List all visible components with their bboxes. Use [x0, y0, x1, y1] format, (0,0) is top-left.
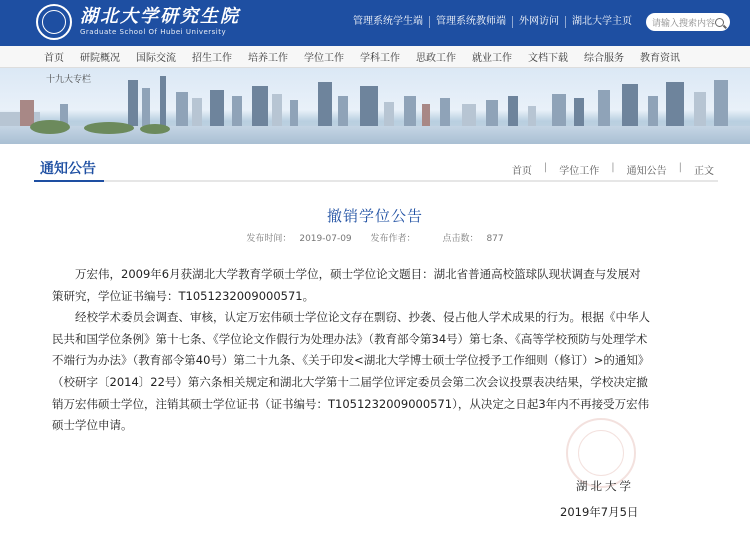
- nav-item-employment[interactable]: 就业工作: [472, 53, 512, 64]
- meta-author-label: 发布作者：: [370, 234, 416, 244]
- nav-item-home[interactable]: 首页: [44, 53, 64, 64]
- logo-subtitle: Graduate School Of Hubei University: [80, 28, 227, 36]
- university-seal-icon: [36, 4, 72, 40]
- top-link-external-access[interactable]: 外网访问: [513, 16, 566, 28]
- nav-item-political[interactable]: 思政工作: [416, 53, 456, 64]
- article-paragraph: 经校学术委员会调查、审核，认定万宏伟硕士学位论文存在剽窃、抄袭、侵占他人学术成果的行为。根据《中华人民共和国学位条例》第十七条、《学位论文作假行为处理办法》（教育部令第34号）第七条、《高等学校预防与处理学术不端行为办法》（教育部令第40号）第二十九条、《关于印发<湖北大学博士硕士学位授予工作细则（修订）>的通知》（校研字〔2014〕22号）第六条相关规定和湖北大学第十二届学位评定委员会第二次会议投票表决结果，学校决定撤销万宏伟硕士学位，注销其硕士学位证书（证书编号：T1051232009000571），从决定之日起3年内不再接受万宏伟硕士学位申请。: [52, 310, 650, 433]
- nav-item-services[interactable]: 综合服务: [584, 53, 624, 64]
- article-paragraph: 万宏伟，2009年6月获湖北大学教育学硕士学位，硕士学位论文题目：湖北省普通高校篮球队现状调查与发展对策研究，学位证书编号：T1051232009000571。: [52, 267, 641, 303]
- search-placeholder: 请输入搜索内容: [652, 18, 716, 29]
- nav-item-news[interactable]: 教育资讯: [640, 53, 680, 64]
- nav-item-discipline[interactable]: 学科工作: [360, 53, 400, 64]
- top-link-teacher-system[interactable]: 管理系统教师端: [430, 16, 513, 28]
- nav-item-degree[interactable]: 学位工作: [304, 53, 344, 64]
- site-header: [0, 0, 750, 46]
- search-icon[interactable]: [715, 18, 724, 27]
- section-title: 通知公告: [40, 161, 96, 177]
- breadcrumb-notices[interactable]: 通知公告: [626, 166, 667, 177]
- breadcrumb-separator: |: [543, 162, 548, 173]
- signature-date: 2019年7月5日: [560, 505, 639, 519]
- section-underline: [34, 180, 104, 182]
- nav-item-downloads[interactable]: 文档下载: [528, 53, 568, 64]
- section-header: [34, 154, 718, 182]
- breadcrumb-current: 正文: [694, 166, 714, 177]
- nav-item-admissions[interactable]: 招生工作: [192, 53, 232, 64]
- top-links: [347, 13, 730, 31]
- nav-item-overview[interactable]: 研院概况: [80, 53, 120, 64]
- top-link-student-system[interactable]: 管理系统学生端: [347, 16, 430, 28]
- logo-title: 湖北大学研究生院: [80, 6, 240, 27]
- article-title: 撤销学位公告: [326, 207, 423, 225]
- signature-org: 湖北大学: [576, 479, 634, 493]
- breadcrumb-home[interactable]: 首页: [511, 166, 532, 177]
- breadcrumb-separator: |: [611, 162, 615, 173]
- nav-item-international[interactable]: 国际交流: [136, 53, 176, 64]
- nav-item-training[interactable]: 培养工作: [248, 53, 288, 64]
- breadcrumb-degree[interactable]: 学位工作: [559, 166, 600, 177]
- city-skyline-banner: [0, 68, 750, 144]
- site-logo[interactable]: [36, 4, 240, 40]
- meta-clicks-label: 点击数：: [442, 234, 479, 244]
- breadcrumb-separator: |: [678, 162, 682, 173]
- banner-tag[interactable]: 十九大专栏: [46, 75, 92, 85]
- article-body: [52, 264, 652, 437]
- main-nav: [0, 46, 750, 68]
- top-link-university-home[interactable]: 湖北大学主页: [572, 16, 632, 27]
- search-input[interactable]: [646, 13, 730, 31]
- article-meta: [0, 231, 750, 244]
- meta-clicks: 877: [486, 234, 504, 244]
- meta-date-label: 发布时间：: [246, 234, 292, 244]
- breadcrumb: [500, 162, 714, 177]
- meta-date: 2019-07-09: [299, 234, 352, 244]
